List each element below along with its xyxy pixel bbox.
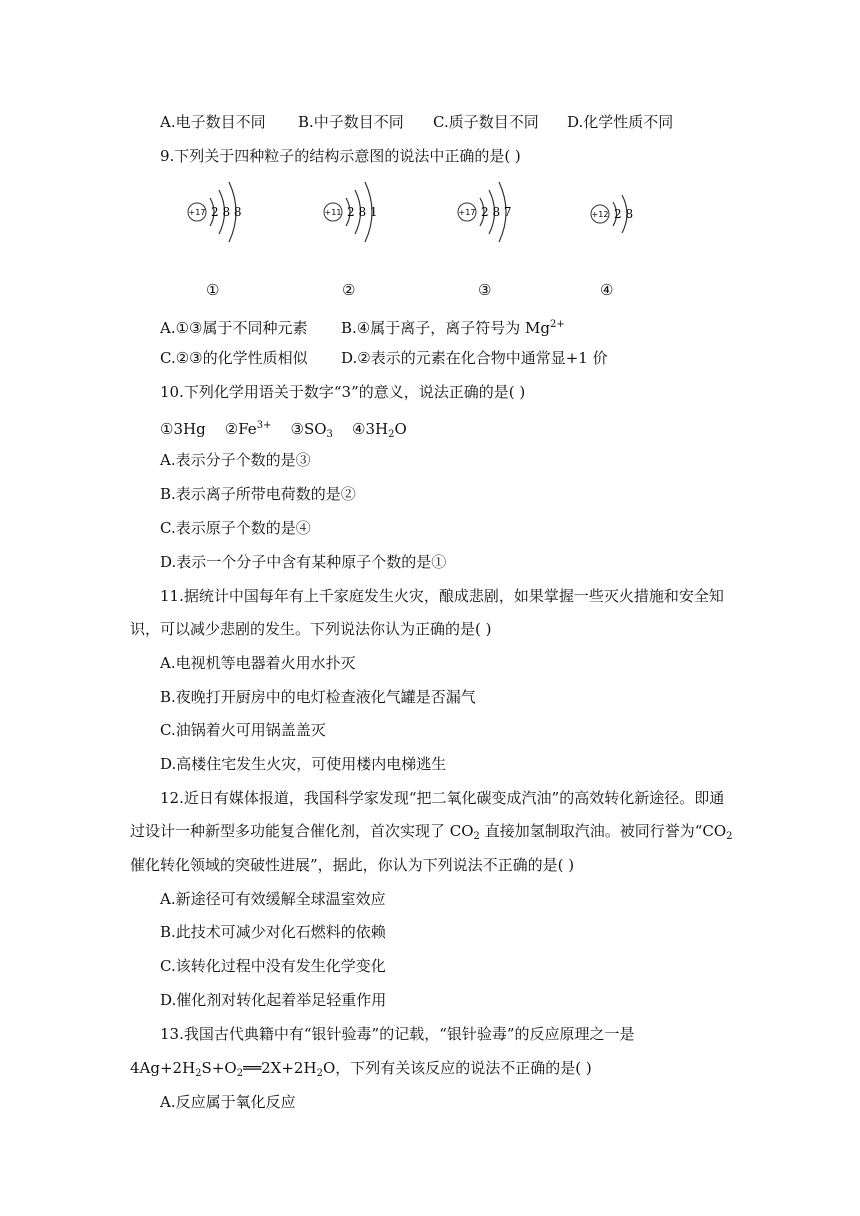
q10-item-4-sub: 2 — [388, 429, 395, 440]
q13-eq-c: ══2X+2H — [243, 1059, 317, 1077]
q12-option-b: B.此技术可减少对化石燃料的依赖 — [160, 923, 386, 941]
q13-eq-sub1: 2 — [195, 1068, 202, 1079]
q12-stem-line3: 催化转化领域的突破性进展”，据此，你认为下列说法不正确的是( ) — [130, 856, 575, 874]
q10-option-b: B.表示离子所带电荷数的是② — [160, 485, 356, 503]
q10-item-4 — [352, 420, 407, 438]
q13-eq-a: 4Ag+2H — [130, 1059, 196, 1077]
atom-diagram-2 — [322, 176, 382, 250]
diagram-label-1: ① — [206, 281, 220, 299]
q11-option-a: A.电视机等电器着火用水扑灭 — [160, 654, 356, 672]
q10-item-1: ①3Hg — [160, 420, 206, 438]
q9-option-b-sup: 2+ — [549, 319, 565, 330]
q9-stem: 9.下列关于四种粒子的结构示意图的说法中正确的是( ) — [160, 147, 521, 165]
q12-stem-line1: 12.近日有媒体报道，我国科学家发现“把二氧化碳变成汽油”的高效转化新途径。即通 — [160, 789, 725, 807]
q9-option-d: D.②表示的元素在化合物中通常显+1 价 — [341, 349, 608, 367]
q12-line2-pre: 过设计一种新型多功能复合催化剂，首次实现了 CO — [130, 822, 474, 840]
q13-stem-line1: 13.我国古代典籍中有“银针验毒”的记载，“银针验毒”的反应原理之一是 — [160, 1025, 635, 1043]
q11-option-c: C.油锅着火可用锅盖盖灭 — [160, 721, 326, 739]
nucleus-label-2: +11 — [324, 208, 342, 217]
nucleus-label-3: +17 — [458, 208, 476, 217]
diagram-label-4: ④ — [600, 281, 614, 299]
q13-equation-line — [130, 1058, 592, 1084]
q13-option-a: A.反应属于氧化反应 — [160, 1093, 296, 1111]
q10-items — [160, 416, 407, 445]
q13-eq-sub2: 2 — [236, 1068, 244, 1079]
q8-option-a: A.电子数目不同 — [160, 113, 266, 131]
nucleus-label-1: +17 — [188, 208, 206, 217]
shell-electrons-4: 2 8 — [614, 207, 634, 221]
q10-item-3-text: ③SO — [290, 420, 327, 438]
q8-options — [160, 112, 673, 132]
q13-eq-d: O，下列有关该反应的说法不正确的是( ) — [322, 1059, 592, 1077]
q10-option-a: A.表示分子个数的是③ — [160, 451, 311, 469]
q10-item-3-sub: 3 — [326, 429, 333, 440]
shell-electrons-3: 2 8 7 — [481, 205, 512, 219]
q9-options-ab — [160, 315, 565, 338]
q8-option-c: C.质子数目不同 — [433, 113, 539, 131]
q13-eq-b: S+O — [201, 1059, 237, 1077]
q9-option-b — [341, 315, 565, 338]
q9-option-b-text: B.④属于离子，离子符号为 Mg — [341, 319, 550, 337]
q10-item-2-text: ②Fe — [224, 420, 257, 438]
q10-item-4-text: ④3H — [352, 420, 389, 438]
atom-diagram-4 — [589, 176, 639, 250]
q10-item-3 — [291, 420, 333, 438]
q11-stem-line1: 11.据统计中国每年有上千家庭发生火灾，酿成悲剧，如果掌握一些灭火措施和安全知 — [160, 587, 724, 605]
q10-stem: 10.下列化学用语关于数字“3”的意义，说法正确的是( ) — [160, 383, 526, 401]
q12-option-c: C.该转化过程中没有发生化学变化 — [160, 957, 386, 975]
q12-option-d: D.催化剂对转化起着举足轻重作用 — [160, 991, 387, 1009]
atom-diagram-3 — [456, 176, 516, 250]
q12-line2-sub2: 2 — [726, 831, 733, 842]
q10-item-2 — [225, 420, 272, 438]
atom-diagram-1 — [186, 176, 246, 250]
q10-option-c: C.表示原子个数的是④ — [160, 519, 311, 537]
q12-stem-line2 — [130, 821, 733, 847]
shell-electrons-2: 2 8 1 — [347, 205, 378, 219]
q10-item-4-post: O — [394, 420, 407, 438]
nucleus-label-4: +12 — [591, 210, 609, 219]
diagram-label-3: ③ — [478, 281, 492, 299]
q8-option-b: B.中子数目不同 — [298, 113, 404, 131]
q11-option-d: D.高楼住宅发生火灾，可使用楼内电梯逃生 — [160, 755, 447, 773]
shell-electrons-1: 2 8 8 — [211, 205, 242, 219]
q8-option-d: D.化学性质不同 — [567, 113, 674, 131]
q12-option-a: A.新途径可有效缓解全球温室效应 — [160, 890, 386, 908]
q12-line2-sub: 2 — [473, 831, 480, 842]
q11-stem-line2: 识，可以减少悲剧的发生。下列说法你认为正确的是( ) — [130, 620, 492, 638]
q10-item-2-sup: 3+ — [256, 420, 272, 431]
q12-line2-post: 直接加氢制取汽油。被同行誉为“CO — [479, 822, 727, 840]
diagram-label-2: ② — [342, 281, 356, 299]
q9-option-a: A.①③属于不同种元素 — [160, 319, 308, 337]
q9-options-cd — [160, 348, 608, 368]
q13-eq-sub3: 2 — [316, 1068, 323, 1079]
q10-option-d: D.表示一个分子中含有某种原子个数的是① — [160, 553, 447, 571]
q11-option-b: B.夜晚打开厨房中的电灯检查液化气罐是否漏气 — [160, 688, 476, 706]
q9-option-c: C.②③的化学性质相似 — [160, 349, 308, 367]
